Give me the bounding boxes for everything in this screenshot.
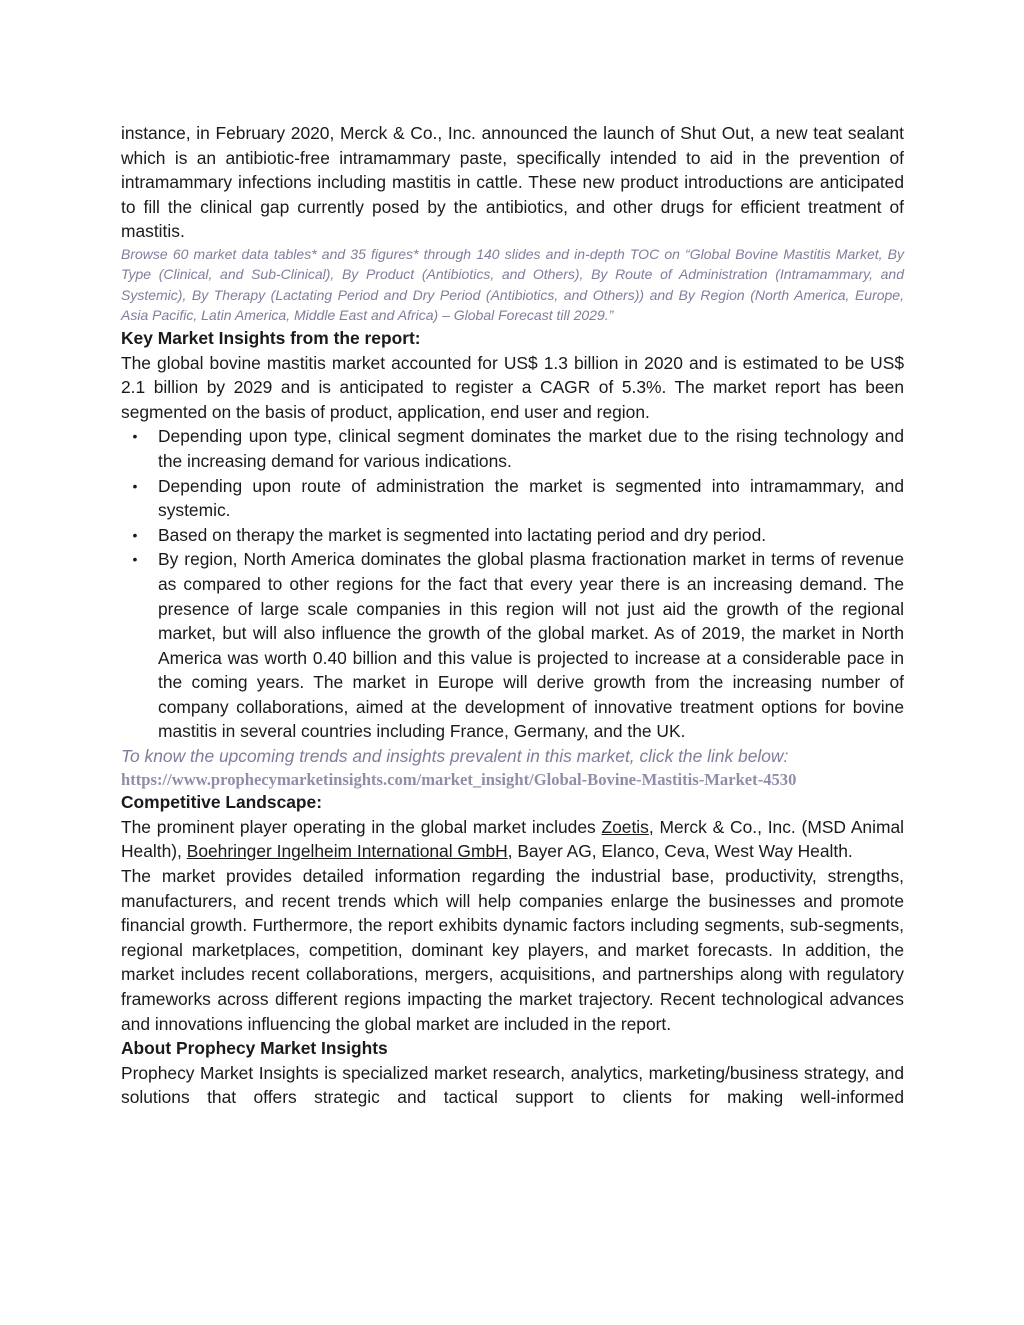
bullet-icon: • xyxy=(132,551,138,568)
zoetis-link[interactable]: Zoetis xyxy=(601,816,649,837)
document-page xyxy=(121,121,904,1110)
competitive-heading: Competitive Landscape: xyxy=(121,792,323,813)
boehringer-link[interactable]: Boehringer Ingelheim International GmbH xyxy=(186,841,508,862)
players-suffix: , Bayer AG, Elanco, Ceva, West Way Health. xyxy=(507,841,853,862)
about-paragraph: Prophecy Market Insights is specialized market research, analytics, marketing/business strategy, and solutions that offers strategic and tactical support to clients for making well-informed xyxy=(121,1062,904,1108)
bullet-icon: • xyxy=(132,428,138,445)
bullet-icon: • xyxy=(132,477,138,494)
insights-list xyxy=(121,424,904,744)
key-insights-paragraph: The global bovine mastitis market accounted for US$ 1.3 billion in 2020 and is estimated to be US$ 2.1 billion by 2029 and is anticipated to register a CAGR of 5.3%. The market report has been segmented on the basis of product, application, end user and region. xyxy=(121,352,904,422)
about-heading: About Prophecy Market Insights xyxy=(121,1038,388,1059)
players-middle: , Merck & Co., Inc. (MSD Animal Health), xyxy=(121,816,904,862)
players-prefix: The prominent player operating in the global market includes xyxy=(121,816,602,837)
list-item-text: Based on therapy the market is segmented into lactating period and dry period. xyxy=(158,524,767,545)
bullet-icon: • xyxy=(132,526,138,543)
list-item xyxy=(121,474,904,523)
market-details-paragraph: The market provides detailed information regarding the industrial base, productivity, strengths, manufacturers, and recent trends which will help companies enlarge the businesses and promote financial growth. Furthermore, the report exhibits dynamic factors including segments, sub-segments, regional marketplaces, competition, dominant key players, and market forecasts. In addition, the market includes recent collaborations, mergers, acquisitions, and partnerships along with regulatory frameworks across different regions impacting the market trajectory. Recent technological advances and innovations influencing the global market are included in the report. xyxy=(121,865,904,1034)
list-item xyxy=(121,523,904,548)
list-item xyxy=(121,424,904,473)
list-item-text: Depending upon type, clinical segment dominates the market due to the rising technology and the increasing demand for various indications. xyxy=(158,426,904,471)
list-item xyxy=(121,547,904,744)
competitive-paragraph xyxy=(121,815,904,864)
list-item-text: By region, North America dominates the global plasma fractionation market in terms of revenue as compared to other regions for the fact that every year there is an increasing demand. The presence of large scale companies in this region will not just aid the growth of the regional market, but will also influence the growth of the global market. As of 2019, the market in North America was worth 0.40 billion and this value is projected to increase at a considerable pace in the coming years. The market in Europe will derive growth from the increasing number of company collaborations, aimed at the development of innovative treatment options for bovine mastitis in several countries including France, Germany, and the UK. xyxy=(158,549,904,742)
browse-note: Browse 60 market data tables* and 35 figures* through 140 slides and in-depth TOC on “Global Bovine Mastitis Market, By Type (Clinical, and Sub-Clinical), By Product (Antibiotics, and Others), By Route of Administration (Intramammary, and Systemic), By Therapy (Lactating Period and Dry Period (Antibiotics, and Others)) and By Region (North America, Europe, Asia Pacific, Latin America, Middle East and Africa) – Global Forecast till 2029.” xyxy=(121,245,904,324)
report-link[interactable]: https://www.prophecymarketinsights.com/market_insight/Global-Bovine-Mastitis-Market-4530 xyxy=(121,769,797,789)
trends-prompt: To know the upcoming trends and insights prevalent in this market, click the link below: xyxy=(121,746,789,767)
list-item-text: Depending upon route of administration the market is segmented into intramammary, and systemic. xyxy=(158,475,904,521)
key-insights-heading: Key Market Insights from the report: xyxy=(121,327,421,348)
intro-paragraph: instance, in February 2020, Merck & Co., Inc. announced the launch of Shut Out, a new teat sealant which is an antibiotic-free intramammary paste, specifically intended to aid in the prevention of intramammary infections including mastitis in cattle. These new product introductions are anticipated to fill the clinical gap currently posed by the antibiotics, and other drugs for efficient treatment of mastitis. xyxy=(121,123,904,242)
